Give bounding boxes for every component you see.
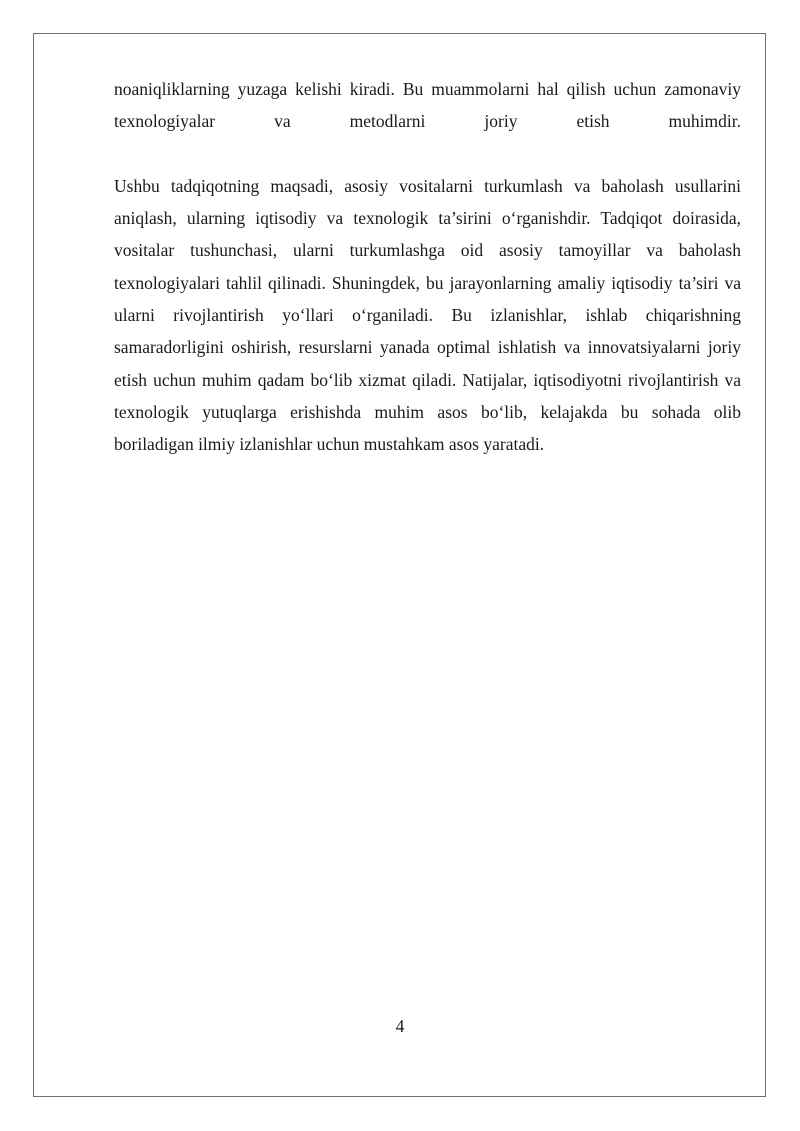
paragraph-2: Ushbu tadqiqotning maqsadi, asosiy vositalarni turkumlash va baholash usullarini aniqlash, ularning iqtisodiy va texnologik ta’sirini o‘rganishdir. Tadqiqot doirasida, vositalar tushunchasi, ularni turkumlashga oid asosiy tamoyillar va baholash texnologiyalari tahlil qilinadi. Shuningdek, bu jarayonlarning amaliy iqtisodiy ta’siri va ularni rivojlantirish yo‘llari o‘rganiladi. Bu izlanishlar, ishlab chiqarishning samaradorligini oshirish, resurslarni yanada optimal ishlatish va innovatsiyalarni joriy etish uchun muhim qadam bo‘lib xizmat qiladi. Natijalar, iqtisodiyotni rivojlantirish va texnologik yutuqlarga erishishda muhim asos bo‘lib, kelajakda bu sohada olib boriladigan ilmiy izlanishlar uchun mustahkam asos yaratadi. — [114, 175, 741, 455]
paragraph-spacer — [114, 138, 741, 170]
page-number: 4 — [395, 1016, 405, 1036]
body-text — [114, 73, 741, 461]
paragraph-1: noaniqliklarning yuzaga kelishi kiradi. Bu muammolarni hal qilish uchun zamonaviy texnologiyalar va metodlarni joriy etish muhimdir. — [114, 79, 741, 132]
